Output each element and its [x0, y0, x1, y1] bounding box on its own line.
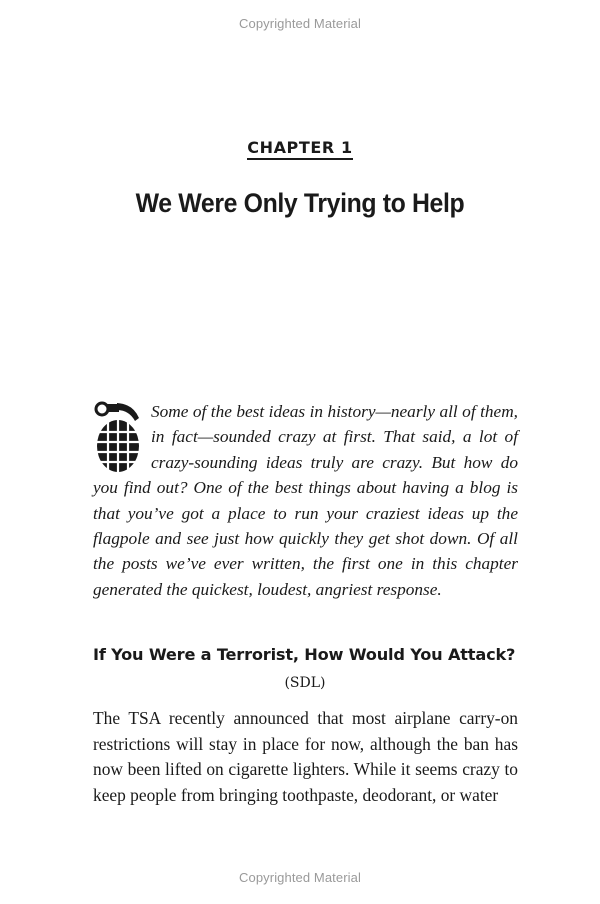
- intro-paragraph: [93, 399, 518, 602]
- chapter-label-text: CHAPTER 1: [247, 138, 353, 160]
- grenade-icon: [93, 400, 145, 474]
- watermark-bottom: Copyrighted Material: [239, 870, 361, 885]
- chapter-title: We Were Only Trying to Help: [135, 188, 465, 218]
- intro-text: Some of the best ideas in history—nearly all of them, in fact—sounded crazy at first. That said, a lot of crazy-sounding ideas truly are crazy. But how do you find out? One of the best things about having a blog is that you’ve got a place to run your craziest ideas up the flagpole and see just how quickly they get shot down. Of all the posts we’ve ever written, the first one in this chapter generated the quickest, loudest, angriest response.: [93, 402, 518, 599]
- body-paragraph: The TSA recently announced that most airplane carry-on restrictions will stay in place for now, although the ban has now been lifted on cigarette lighters. While it seems crazy to keep people from bringing toothpaste, deodorant, or water: [93, 708, 518, 805]
- section-heading: If You Were a Terrorist, How Would You Attack?: [93, 645, 516, 664]
- author-byline: (SDL): [284, 675, 326, 691]
- watermark-top: Copyrighted Material: [239, 16, 361, 31]
- chapter-label: [0, 138, 600, 157]
